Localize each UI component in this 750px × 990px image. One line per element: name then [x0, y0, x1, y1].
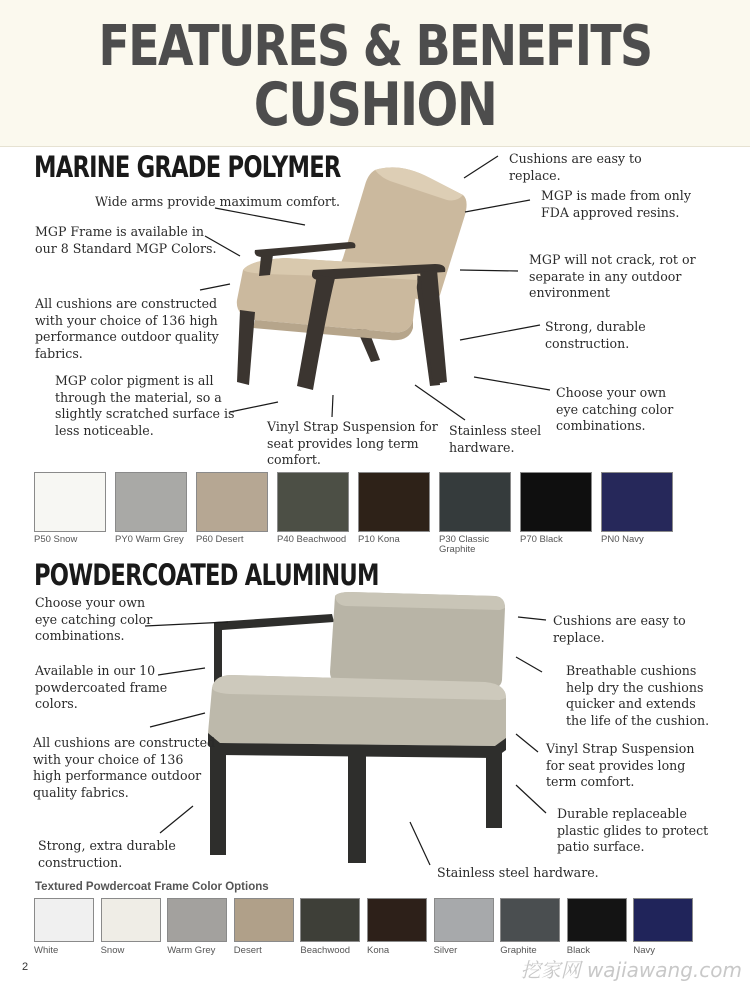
caption-color-combinations: Choose your own eye catching color combinations.: [556, 385, 674, 433]
caption-al-breathable: Breathable cushions help dry the cushions quicker and extends the life of the cushion.: [566, 663, 710, 728]
caption-vinyl-strap: Vinyl Strap Suspension for seat provides long term comfort.: [267, 419, 438, 467]
powdercoat-swatch-8: [567, 898, 627, 942]
caption-al-stainless: Stainless steel hardware.: [437, 865, 599, 880]
powdercoat-swatch-4: [300, 898, 360, 942]
caption-al-glides: Durable replaceable plastic glides to protect patio surface.: [557, 806, 709, 854]
powdercoat-swatch-label-4: Beachwood: [300, 945, 351, 956]
powdercoat-swatch-6: [434, 898, 494, 942]
mgp-swatch-label-7: PN0 Navy: [601, 534, 644, 545]
caption-color-pigment: MGP color pigment is all through the material, so a slightly scratched surface is less noticeable.: [55, 373, 235, 438]
caption-al-vinyl-strap: Vinyl Strap Suspension for seat provides long term comfort.: [546, 741, 695, 789]
mgp-swatch-label-6: P70 Black: [520, 534, 563, 545]
caption-al-frame-colors: Available in our 10 powdercoated frame colors.: [35, 663, 168, 711]
caption-strong-durable: Strong, durable construction.: [545, 319, 646, 351]
powdercoat-swatch-label-6: Silver: [433, 945, 458, 956]
powdercoat-swatch-label-1: Snow: [100, 945, 125, 956]
section-title-powdercoated-aluminum: POWDERCOATED ALUMINUM: [34, 558, 379, 592]
caption-al-strong: Strong, extra durable construction.: [38, 838, 176, 870]
powdercoat-options-label: Textured Powdercoat Frame Color Options: [35, 881, 269, 893]
powdercoat-swatch-label-7: Graphite: [500, 945, 537, 956]
mgp-swatch-label-4: P10 Kona: [358, 534, 400, 545]
caption-fda-resins: MGP is made from only FDA approved resins.: [541, 188, 691, 220]
mgp-swatch-label-5: P30 Classic Graphite: [439, 534, 490, 555]
caption-al-cushions-replace: Cushions are easy to replace.: [553, 613, 686, 645]
caption-no-crack: MGP will not crack, rot or separate in any outdoor environment: [529, 252, 696, 300]
mgp-swatch-label-3: P40 Beachwood: [277, 534, 347, 545]
powdercoat-swatch-5: [367, 898, 427, 942]
caption-cushions-replace: Cushions are easy to replace.: [509, 151, 642, 183]
powdercoat-swatch-label-0: White: [34, 945, 59, 956]
powdercoat-swatch-3: [234, 898, 294, 942]
caption-cushion-fabrics: All cushions are constructed with your choice of 136 high performance outdoor quality fabrics.: [35, 296, 219, 361]
caption-stainless-hardware: Stainless steel hardware.: [449, 423, 542, 455]
mgp-swatch-label-0: P50 Snow: [34, 534, 78, 545]
powdercoat-swatch-9: [633, 898, 693, 942]
powdercoat-swatch-label-2: Warm Grey: [167, 945, 216, 956]
powdercoat-swatch-label-5: Kona: [367, 945, 390, 956]
mgp-swatch-label-1: PY0 Warm Grey: [115, 534, 184, 545]
watermark: 挖家网 wajiawang.com: [520, 958, 742, 982]
caption-mgp-frame-colors: MGP Frame is available in our 8 Standard MGP Colors.: [35, 224, 217, 256]
powdercoat-swatch-1: [101, 898, 161, 942]
powdercoat-swatch-0: [34, 898, 94, 942]
powdercoat-swatch-label-3: Desert: [233, 945, 262, 956]
page-title-line-2: CUSHION: [253, 70, 497, 140]
caption-al-cushion-fabrics: All cushions are constructed with your choice of 136 high performance outdoor quality fabrics.: [33, 735, 216, 800]
powdercoat-swatch-label-9: Navy: [633, 945, 656, 956]
caption-wide-arms: Wide arms provide maximum comfort.: [95, 194, 341, 209]
caption-al-color-combinations: Choose your own eye catching color combinations.: [35, 595, 153, 643]
powdercoat-swatch-2: [167, 898, 227, 942]
mgp-swatch-label-2: P60 Desert: [196, 534, 244, 545]
page-number: 2: [22, 961, 29, 973]
powdercoat-swatch-7: [500, 898, 560, 942]
section-title-marine-grade-polymer: MARINE GRADE POLYMER: [34, 150, 341, 184]
page-title-line-1: FEATURES & BENEFITS: [98, 14, 652, 79]
powdercoat-swatch-label-8: Black: [566, 945, 591, 956]
